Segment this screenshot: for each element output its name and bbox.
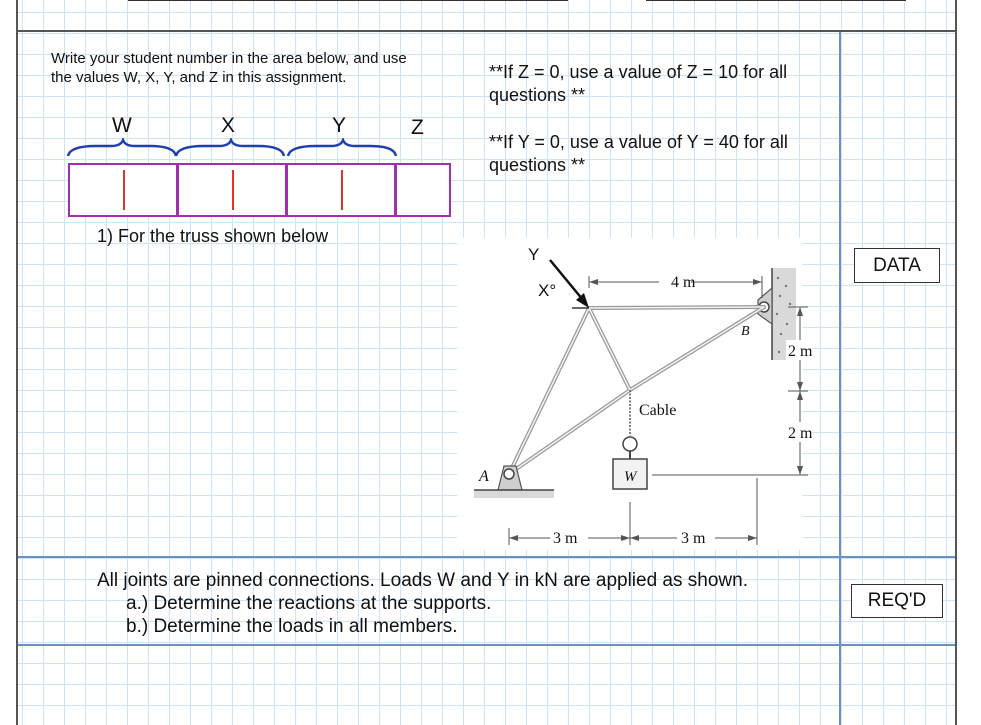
instructions xyxy=(51,49,407,87)
section-divider-top xyxy=(18,556,955,558)
dim-top-label: 4 m xyxy=(671,274,696,291)
note-z-line-1: **If Z = 0, use a value of Z = 10 for all xyxy=(489,62,788,82)
reqd-tag: REQ'D xyxy=(851,584,943,618)
problem-statement: All joints are pinned connections. Loads W and Y in kN are applied as shown. xyxy=(97,570,748,591)
header-underline-right xyxy=(646,0,906,1)
note-z-line-2: questions ** xyxy=(489,85,586,105)
digit-braces xyxy=(66,138,406,160)
task-b: b.) Determine the loads in all members. xyxy=(126,616,458,637)
y-arrow-label: Y xyxy=(528,245,540,264)
label-w: W xyxy=(112,114,132,137)
dim-bottom-right-label: 3 m xyxy=(681,530,706,547)
brace-y xyxy=(288,140,396,156)
header-underline-left xyxy=(128,0,568,1)
right-column-divider xyxy=(839,32,841,725)
question-title: 1) For the truss shown below xyxy=(97,226,329,246)
dim-right-lower-label: 2 m xyxy=(788,425,812,442)
digit-box-x[interactable] xyxy=(177,163,287,217)
angle-x-label: X° xyxy=(538,281,557,300)
support-b-label: B xyxy=(741,324,750,339)
dim-right-upper-label: 2 m xyxy=(788,343,812,360)
note-y xyxy=(489,131,788,177)
header-divider xyxy=(18,30,955,32)
load-label: W xyxy=(624,469,637,485)
digit-divider xyxy=(232,170,234,210)
label-z: Z xyxy=(411,116,424,139)
note-y-line-1: **If Y = 0, use a value of Y = 40 for all xyxy=(489,132,788,152)
pin-a xyxy=(504,469,514,479)
section-divider-bottom xyxy=(18,644,955,646)
digit-divider xyxy=(341,170,343,210)
digit-divider xyxy=(123,170,125,210)
dim-bottom-left-label: 3 m xyxy=(553,530,578,547)
note-z xyxy=(489,61,787,107)
digit-box-w[interactable] xyxy=(68,163,178,217)
cable-label: Cable xyxy=(639,402,677,419)
worksheet xyxy=(16,0,957,725)
label-x: X xyxy=(221,114,236,137)
ground-support xyxy=(474,490,554,498)
task-a: a.) Determine the reactions at the supports. xyxy=(126,593,492,614)
instructions-line-2: the values W, X, Y, and Z in this assignment. xyxy=(51,69,347,86)
note-y-line-2: questions ** xyxy=(489,155,586,175)
brace-x xyxy=(176,140,284,156)
brace-w xyxy=(68,140,176,156)
digit-box-z[interactable] xyxy=(395,163,451,217)
label-y: Y xyxy=(332,114,347,137)
instructions-line-1: Write your student number in the area below, and use xyxy=(51,50,407,67)
digit-box-y[interactable] xyxy=(286,163,396,217)
support-a-label: A xyxy=(479,468,489,485)
cable-eye xyxy=(623,437,637,451)
data-tag: DATA xyxy=(854,248,940,283)
truss-figure xyxy=(452,238,812,553)
